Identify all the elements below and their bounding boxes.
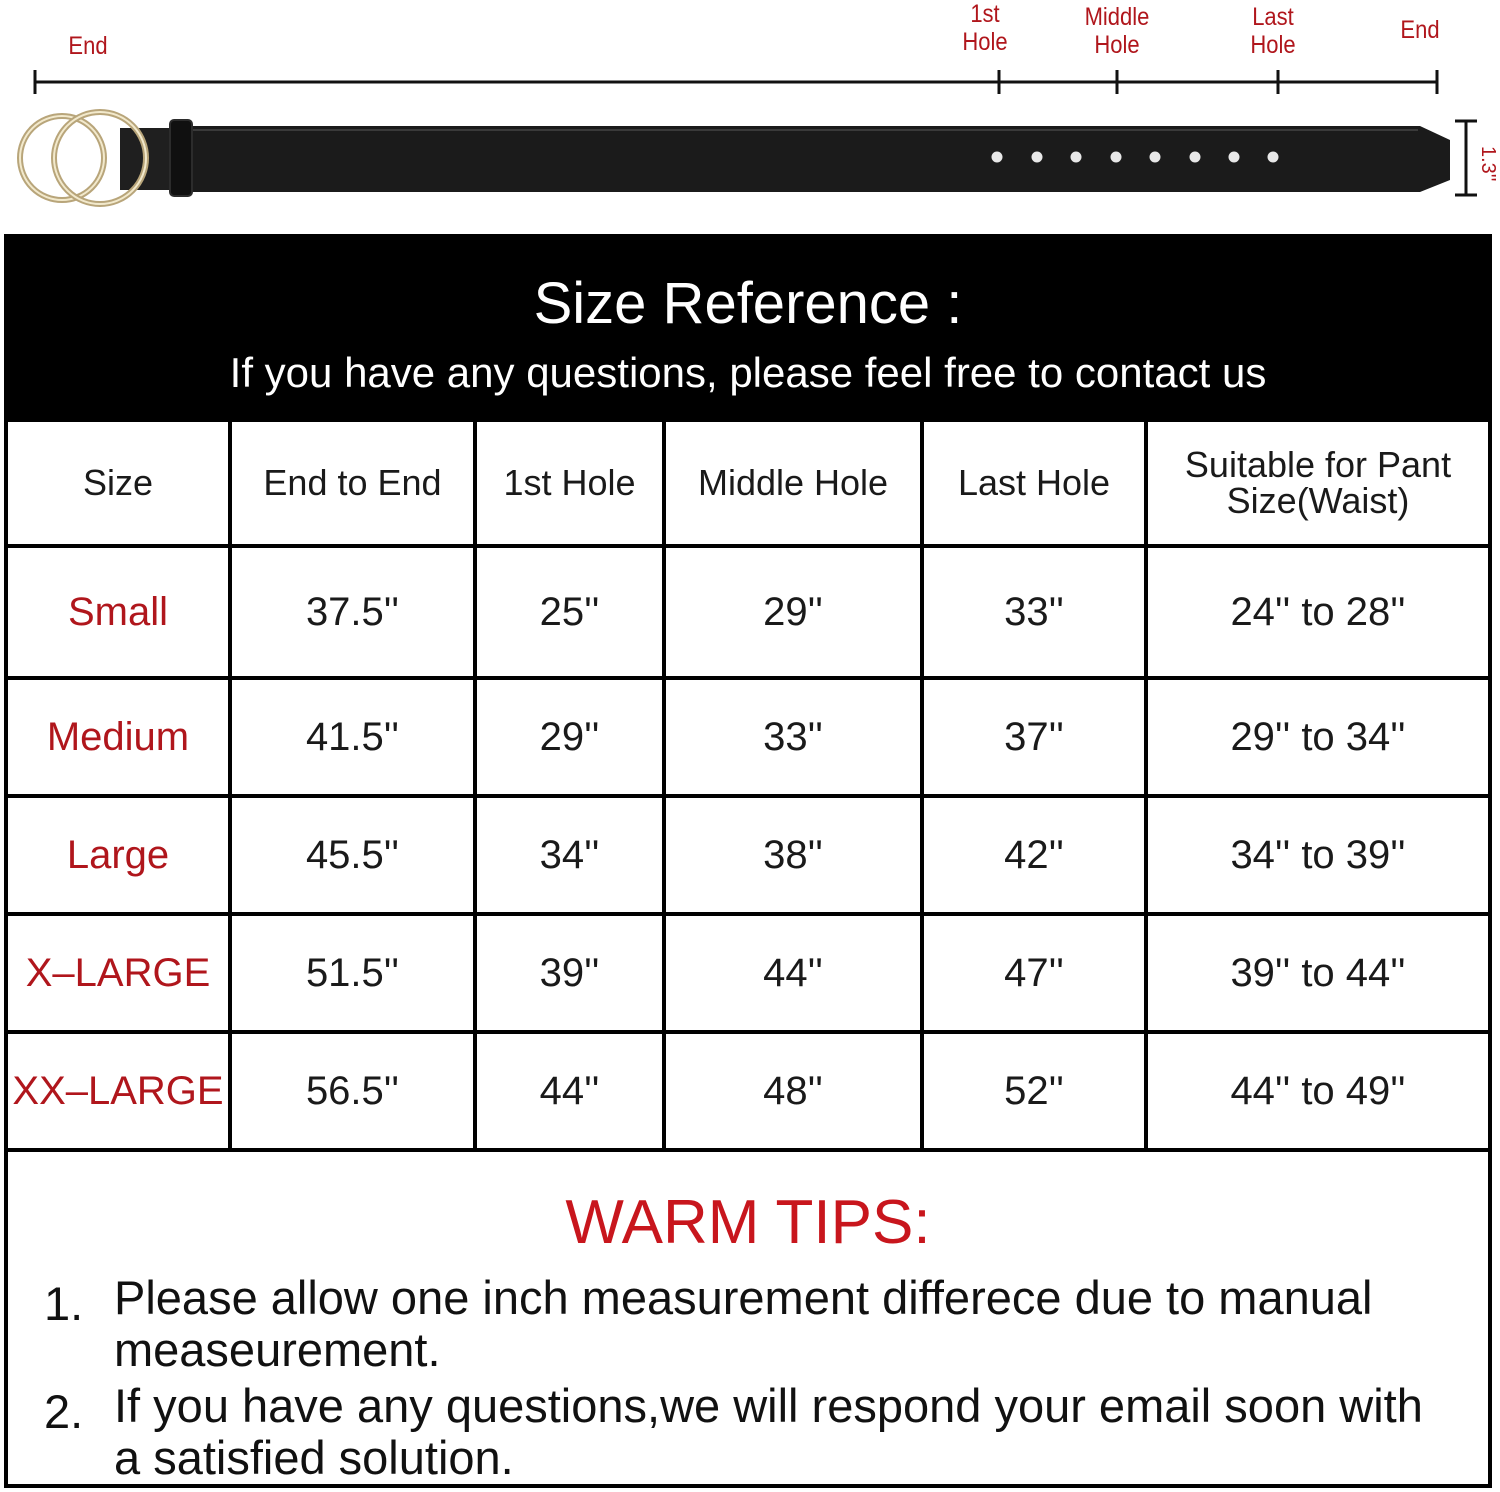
width-label: 1.3'': [1477, 146, 1499, 182]
first-hole-cell: 29'': [475, 678, 664, 796]
size-name-cell: Medium: [8, 678, 230, 796]
belt-keeper: [170, 120, 192, 196]
column-header-middle-hole: Middle Hole: [664, 422, 922, 546]
table-row: [8, 546, 1488, 678]
last-hole-cell: 47'': [922, 914, 1146, 1032]
table-row: [8, 914, 1488, 1032]
middle-hole-cell: 44'': [664, 914, 922, 1032]
belt-hole: [1071, 152, 1082, 163]
belt-hole: [1150, 152, 1161, 163]
waist-cell: 39'' to 44'': [1146, 914, 1488, 1032]
label-middle-hole: Middle Hole: [1084, 3, 1150, 59]
column-header-last-hole: Last Hole: [922, 422, 1146, 546]
belt-hole: [1032, 152, 1043, 163]
size-chart: [4, 234, 1492, 1488]
first-hole-cell: 34'': [475, 796, 664, 914]
size-name-cell: Large: [8, 796, 230, 914]
end-to-end-cell: 41.5'': [230, 678, 475, 796]
size-reference-header: [8, 238, 1488, 422]
size-name-cell: XX–LARGE: [8, 1032, 230, 1150]
warm-tips: [8, 1154, 1488, 1484]
first-hole-cell: 39'': [475, 914, 664, 1032]
table-row: [8, 678, 1488, 796]
waist-cell: 34'' to 39'': [1146, 796, 1488, 914]
tip-number: 1.: [44, 1277, 84, 1330]
header-subtitle: If you have any questions, please feel free to contact us: [229, 349, 1267, 396]
last-hole-cell: 52'': [922, 1032, 1146, 1150]
end-to-end-cell: 56.5'': [230, 1032, 475, 1150]
size-table: [8, 422, 1488, 1152]
middle-hole-cell: 38'': [664, 796, 922, 914]
column-header-first-hole: 1st Hole: [475, 422, 664, 546]
end-to-end-cell: 51.5'': [230, 914, 475, 1032]
last-hole-cell: 37'': [922, 678, 1146, 796]
belt-hole: [1268, 152, 1279, 163]
waist-cell: 29'' to 34'': [1146, 678, 1488, 796]
column-header-size: Size: [8, 422, 230, 546]
end-to-end-cell: 45.5'': [230, 796, 475, 914]
waist-cell: 44'' to 49'': [1146, 1032, 1488, 1150]
middle-hole-cell: 48'': [664, 1032, 922, 1150]
belt-diagram: [0, 0, 1500, 232]
first-hole-cell: 25'': [475, 546, 664, 678]
size-name-cell: X–LARGE: [8, 914, 230, 1032]
middle-hole-cell: 33'': [664, 678, 922, 796]
end-to-end-cell: 37.5'': [230, 546, 475, 678]
label-first-hole: 1st Hole: [962, 0, 1008, 56]
belt-hole: [992, 152, 1003, 163]
tip-text: Please allow one inch measurement differece due to manual measeurement.: [114, 1271, 1373, 1376]
label-end-right: End: [1400, 16, 1440, 44]
page-title: Size Reference :: [533, 271, 963, 336]
table-header-row: [8, 422, 1488, 546]
belt-hole: [1229, 152, 1240, 163]
warm-tips-title: WARM TIPS:: [565, 1188, 931, 1257]
column-header-waist: Suitable for Pant Size(Waist): [1146, 422, 1488, 546]
last-hole-cell: 42'': [922, 796, 1146, 914]
tip-number: 2.: [44, 1385, 84, 1438]
belt-hole: [1111, 152, 1122, 163]
column-header-end-to-end: End to End: [230, 422, 475, 546]
label-end-left: End: [68, 32, 108, 60]
label-last-hole: Last Hole: [1250, 3, 1296, 59]
table-row: [8, 796, 1488, 914]
waist-cell: 24'' to 28'': [1146, 546, 1488, 678]
first-hole-cell: 44'': [475, 1032, 664, 1150]
table-row: [8, 1032, 1488, 1150]
belt-hole: [1190, 152, 1201, 163]
size-name-cell: Small: [8, 546, 230, 678]
belt-strap: [190, 126, 1450, 192]
middle-hole-cell: 29'': [664, 546, 922, 678]
last-hole-cell: 33'': [922, 546, 1146, 678]
tip-text: If you have any questions,we will respond your email soon with a satisfied solution.: [114, 1379, 1423, 1484]
